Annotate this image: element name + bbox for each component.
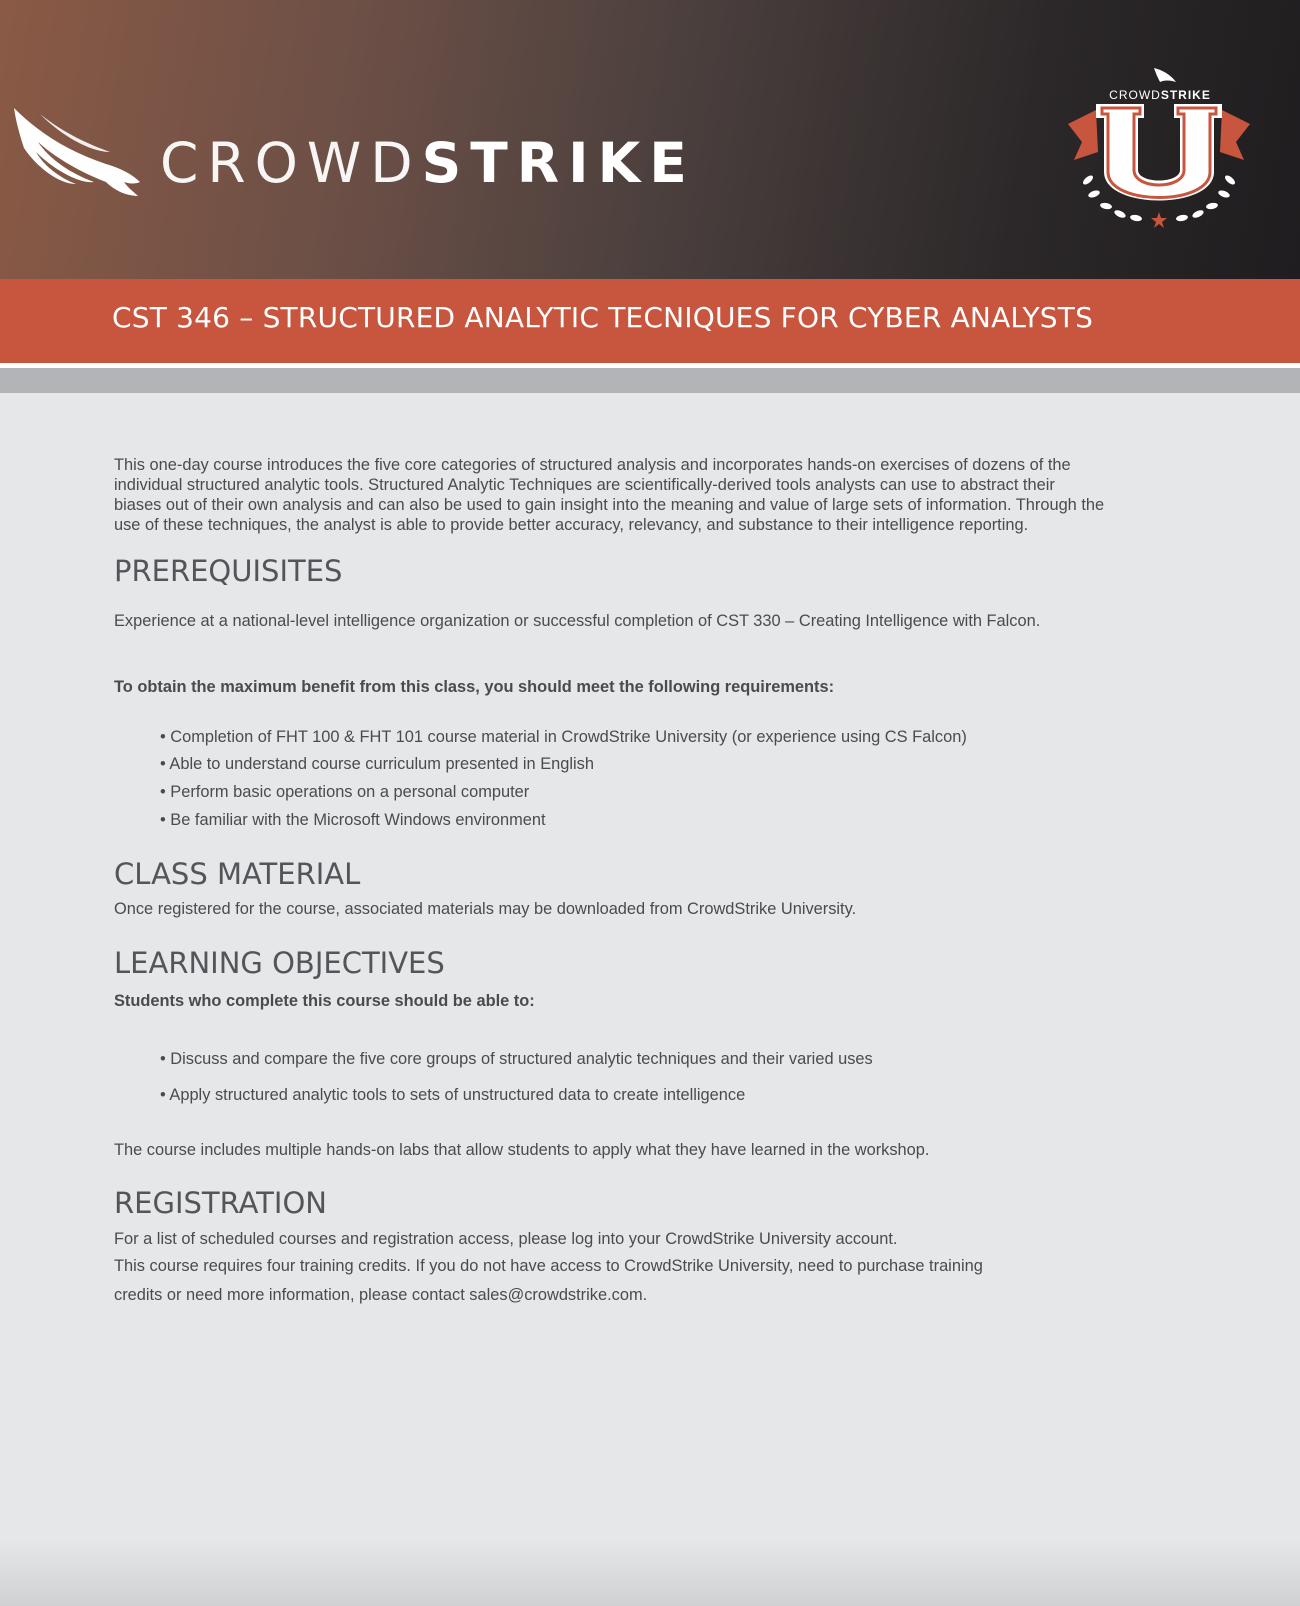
falcon-logo-icon bbox=[10, 104, 146, 200]
intro-line: use of these techniques, the analyst is able to provide better accuracy, relevancy, and substance to their intelligence reporting. bbox=[114, 516, 1029, 534]
crowdstrike-university-logo-icon bbox=[1066, 60, 1252, 232]
registration-line: credits or need more information, please contact sales@crowdstrike.com. bbox=[114, 1286, 648, 1304]
class-material-heading: CLASS MATERIAL bbox=[114, 857, 361, 891]
footer-shade bbox=[0, 1540, 1300, 1606]
registration-heading: REGISTRATION bbox=[114, 1186, 327, 1220]
course-title: CST 346 – STRUCTURED ANALYTIC TECNIQUES FOR CYBER ANALYSTS bbox=[112, 301, 1094, 334]
objectives-list bbox=[160, 1049, 873, 1105]
list-item: • Able to understand course curriculum presented in English bbox=[160, 754, 967, 774]
requirements-list bbox=[160, 727, 967, 830]
requirements-intro: To obtain the maximum benefit from this class, you should meet the following requirements: bbox=[114, 678, 835, 696]
intro-line: biases out of their own analysis and can also be used to gain insight into the meaning and value of large sets of information. Through the bbox=[114, 496, 1105, 514]
labs-text: The course includes multiple hands-on labs that allow students to apply what they have learned in the workshop. bbox=[114, 1141, 930, 1159]
list-item: • Be familiar with the Microsoft Windows environment bbox=[160, 810, 967, 830]
course-title-bar bbox=[0, 279, 1300, 363]
registration-line: This course requires four training credits. If you do not have access to CrowdStrike University, need to purchase training bbox=[114, 1257, 983, 1275]
list-item: • Apply structured analytic tools to sets of unstructured data to create intelligence bbox=[160, 1085, 873, 1105]
ulogo-wordmark-bold: STRIKE bbox=[1160, 88, 1211, 102]
learning-objectives-heading: LEARNING OBJECTIVES bbox=[114, 946, 445, 980]
ulogo-wordmark-light: CROWD bbox=[1109, 88, 1161, 102]
crowdstrike-wordmark bbox=[160, 130, 696, 196]
grey-divider-bar bbox=[0, 368, 1300, 393]
prerequisites-text: Experience at a national-level intelligence organization or successful completion of CST 330 – Creating Intelligence with Falcon. bbox=[114, 612, 1041, 630]
list-item: • Completion of FHT 100 & FHT 101 course material in CrowdStrike University (or experience using CS Falcon) bbox=[160, 727, 967, 747]
intro-line: This one-day course introduces the five core categories of structured analysis and incorporates hands-on exercises of dozens of the bbox=[114, 456, 1071, 474]
prerequisites-heading: PREREQUISITES bbox=[114, 554, 343, 588]
learning-objectives-intro: Students who complete this course should be able to: bbox=[114, 992, 535, 1010]
list-item: • Discuss and compare the five core groups of structured analytic techniques and their varied uses bbox=[160, 1049, 873, 1069]
intro-paragraph bbox=[114, 455, 1104, 535]
ulogo-wordmark bbox=[1100, 88, 1220, 102]
header-banner bbox=[0, 0, 1300, 279]
intro-line: individual structured analytic tools. Structured Analytic Techniques are scientifically-derived tools analysts can use to abstract their bbox=[114, 476, 1055, 494]
wordmark-bold: STRIKE bbox=[421, 131, 696, 195]
wordmark-light: CROWD bbox=[160, 131, 422, 195]
list-item: • Perform basic operations on a personal computer bbox=[160, 782, 967, 802]
class-material-text: Once registered for the course, associated materials may be downloaded from CrowdStrike University. bbox=[114, 900, 857, 918]
registration-line: For a list of scheduled courses and registration access, please log into your CrowdStrike University account. bbox=[114, 1230, 898, 1248]
